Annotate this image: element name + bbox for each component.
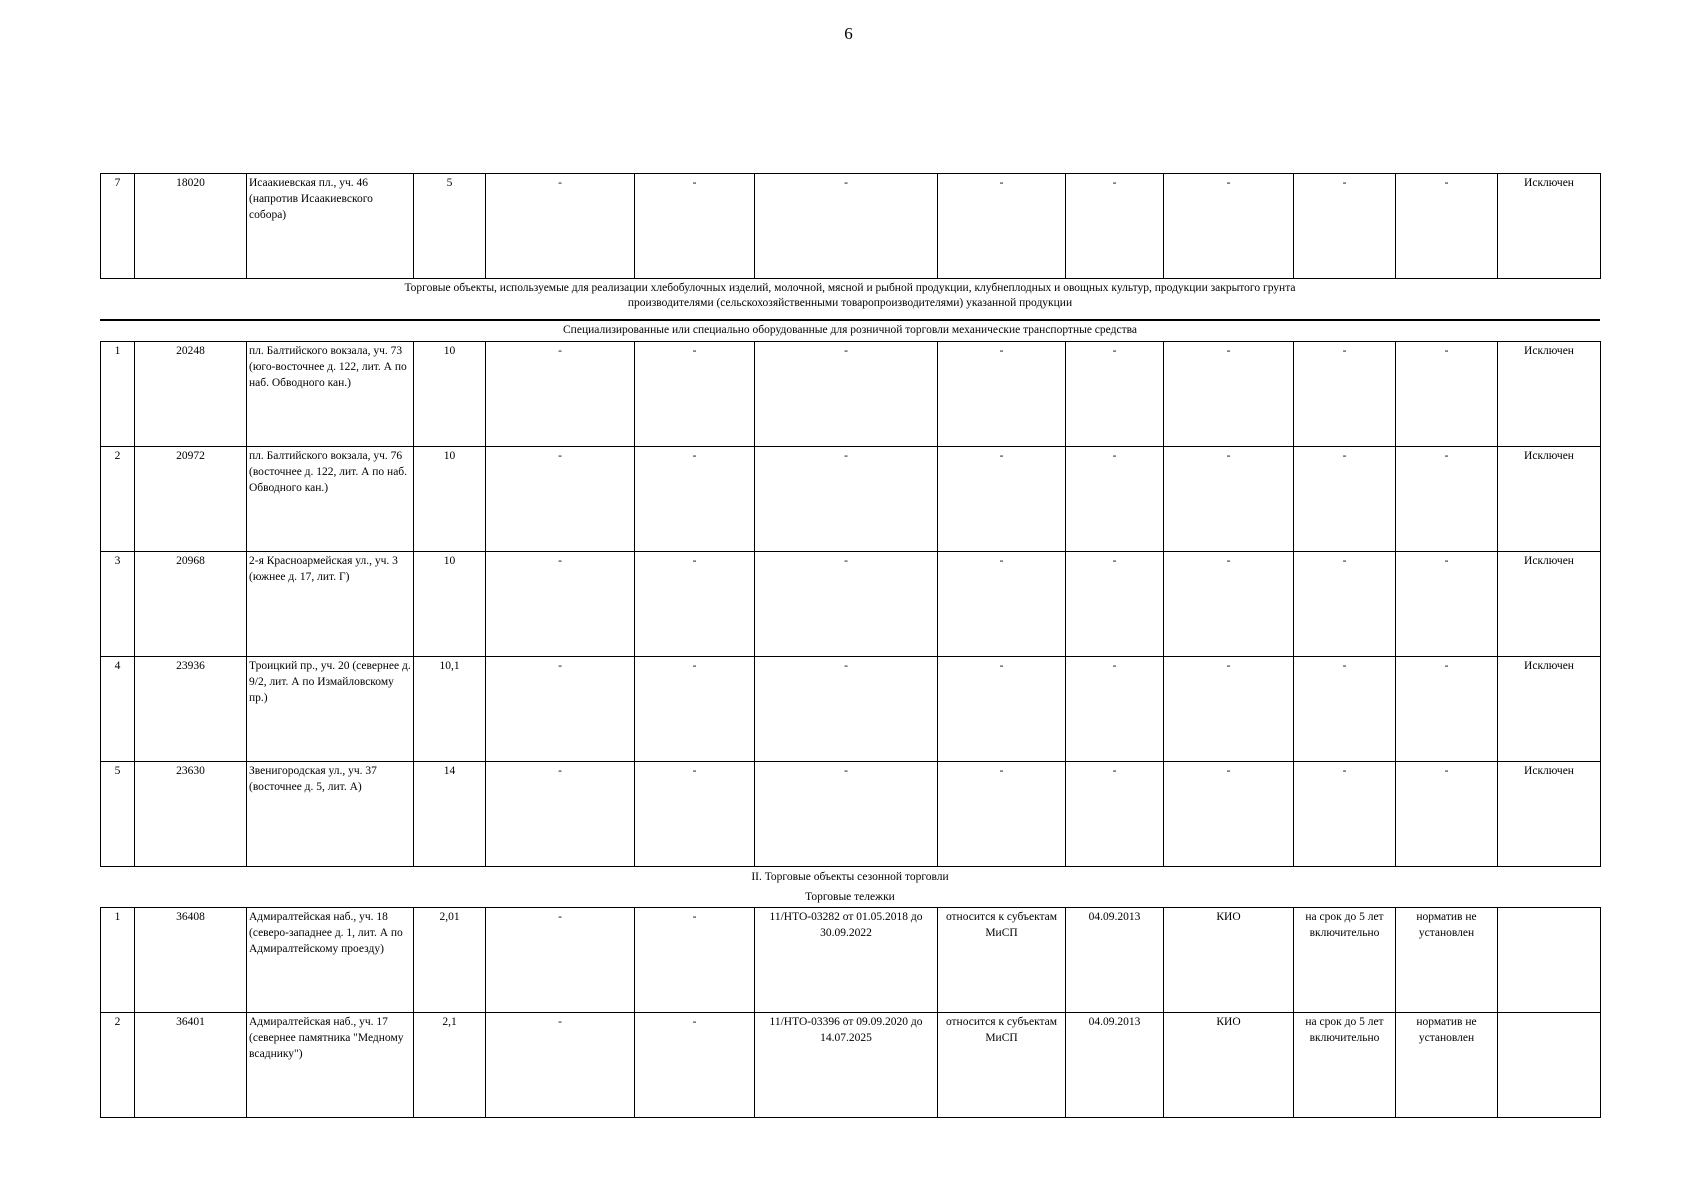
cell-col8: - [938,762,1066,867]
cell-date: 04.09.2013 [1066,908,1164,1013]
cell-col5: - [486,552,635,657]
cell-status: Исключен [1498,447,1601,552]
cell-area: 10 [414,447,486,552]
cell-term: на срок до 5 лет включительно [1294,1013,1396,1118]
cell-status: Исключен [1498,342,1601,447]
cell-col7: - [755,342,938,447]
cell-col10: - [1164,657,1294,762]
document-sheet [100,173,1600,1118]
cell-col5: - [486,762,635,867]
cell-authority: КИО [1164,908,1294,1013]
cell-area: 2,1 [414,1013,486,1118]
cell-col12: - [1396,447,1498,552]
cell-col10: - [1164,174,1294,279]
table-section-b [100,341,1601,867]
table-row [101,552,1601,657]
cell-col11: - [1294,174,1396,279]
table-row [101,342,1601,447]
cell-code: 20968 [135,552,247,657]
cell-col5: - [486,1013,635,1118]
table-row [101,657,1601,762]
cell-authority: КИО [1164,1013,1294,1118]
cell-address: пл. Балтийского вокзала, уч. 73 (юго-восточнее д. 122, лит. А по наб. Обводного кан.) [247,342,414,447]
cell-col12: - [1396,174,1498,279]
cell-number: 1 [101,908,135,1013]
cell-col6: - [635,342,755,447]
cell-contract: 11/НТО-03396 от 09.09.2020 до 14.07.2025 [755,1013,938,1118]
cell-norm: норматив не установлен [1396,1013,1498,1118]
cell-col9: - [1066,657,1164,762]
cell-number: 2 [101,1013,135,1118]
cell-col9: - [1066,174,1164,279]
page-number: 6 [844,24,853,43]
cell-col8: - [938,657,1066,762]
cell-col5: - [486,908,635,1013]
cell-number: 1 [101,342,135,447]
cell-col7: - [755,762,938,867]
cell-col6: - [635,447,755,552]
cell-col5: - [486,657,635,762]
cell-status: Исключен [1498,174,1601,279]
cell-col8: - [938,342,1066,447]
cell-col12: - [1396,552,1498,657]
cell-number: 3 [101,552,135,657]
cell-number: 4 [101,657,135,762]
cell-area: 5 [414,174,486,279]
cell-code: 20972 [135,447,247,552]
cell-col11: - [1294,342,1396,447]
table-row [101,174,1601,279]
cell-code: 23630 [135,762,247,867]
cell-area: 10,1 [414,657,486,762]
cell-area: 10 [414,342,486,447]
cell-status [1498,908,1601,1013]
cell-col11: - [1294,762,1396,867]
cell-number: 2 [101,447,135,552]
cell-col5: - [486,342,635,447]
cell-col10: - [1164,342,1294,447]
cell-number: 7 [101,174,135,279]
cell-address: Троицкий пр., уч. 20 (севернее д. 9/2, лит. А по Измайловскому пр.) [247,657,414,762]
cell-col10: - [1164,762,1294,867]
table-row [101,1013,1601,1118]
section-heading-carts: Торговые тележки [805,891,895,903]
cell-col8: - [938,447,1066,552]
table-section-a [100,173,1601,279]
cell-address: Адмиралтейская наб., уч. 18 (северо-западнее д. 1, лит. А по Адмиралтейскому проезду) [247,908,414,1013]
cell-col7: - [755,174,938,279]
cell-col7: - [755,552,938,657]
cell-status: Исключен [1498,552,1601,657]
cell-address: Адмиралтейская наб., уч. 17 (севернее памятника "Медному всаднику") [247,1013,414,1118]
cell-code: 36401 [135,1013,247,1118]
cell-code: 18020 [135,174,247,279]
cell-contract: 11/НТО-03282 от 01.05.2018 до 30.09.2022 [755,908,938,1013]
cell-address: Звенигородская ул., уч. 37 (восточнее д. 5, лит. А) [247,762,414,867]
cell-status [1498,1013,1601,1118]
cell-col6: - [635,908,755,1013]
cell-area: 2,01 [414,908,486,1013]
cell-category: относится к субъектам МиСП [938,908,1066,1013]
cell-col9: - [1066,447,1164,552]
table-row [101,908,1601,1013]
cell-col8: - [938,174,1066,279]
cell-address: Исаакиевская пл., уч. 46 (напротив Исаакиевского собора) [247,174,414,279]
table-row [101,762,1601,867]
section-heading-products: Торговые объекты, используемые для реализации хлебобулочных изделий, молочной, мясной и рыбной продукции, клубнеплодных и овощных культур, продукции закрытого грунта производителями (сельскохозяйственными товаропроизводителями) указанной продукции [404,282,1296,309]
cell-col6: - [635,1013,755,1118]
cell-col11: - [1294,552,1396,657]
cell-date: 04.09.2013 [1066,1013,1164,1118]
cell-col9: - [1066,342,1164,447]
cell-code: 23936 [135,657,247,762]
cell-col5: - [486,447,635,552]
cell-col11: - [1294,447,1396,552]
cell-category: относится к субъектам МиСП [938,1013,1066,1118]
cell-col7: - [755,447,938,552]
cell-status: Исключен [1498,762,1601,867]
cell-area: 10 [414,552,486,657]
cell-col10: - [1164,447,1294,552]
section-heading-vehicles: Специализированные или специально оборудованные для розничной торговли механические транспортные средства [100,319,1600,341]
table-section-c [100,907,1601,1118]
cell-col5: - [486,174,635,279]
cell-code: 20248 [135,342,247,447]
cell-col8: - [938,552,1066,657]
cell-col12: - [1396,762,1498,867]
cell-col6: - [635,762,755,867]
cell-term: на срок до 5 лет включительно [1294,908,1396,1013]
cell-norm: норматив не установлен [1396,908,1498,1013]
cell-col10: - [1164,552,1294,657]
cell-col11: - [1294,657,1396,762]
cell-col6: - [635,657,755,762]
cell-col7: - [755,657,938,762]
cell-status: Исключен [1498,657,1601,762]
cell-col12: - [1396,342,1498,447]
cell-col12: - [1396,657,1498,762]
cell-col6: - [635,174,755,279]
cell-area: 14 [414,762,486,867]
cell-number: 5 [101,762,135,867]
section-heading-seasonal: II. Торговые объекты сезонной торговли [751,871,949,883]
cell-col6: - [635,552,755,657]
cell-col9: - [1066,552,1164,657]
cell-address: пл. Балтийского вокзала, уч. 76 (восточнее д. 122, лит. А по наб. Обводного кан.) [247,447,414,552]
table-row [101,447,1601,552]
cell-address: 2-я Красноармейская ул., уч. 3 (южнее д. 17, лит. Г) [247,552,414,657]
cell-col9: - [1066,762,1164,867]
cell-code: 36408 [135,908,247,1013]
